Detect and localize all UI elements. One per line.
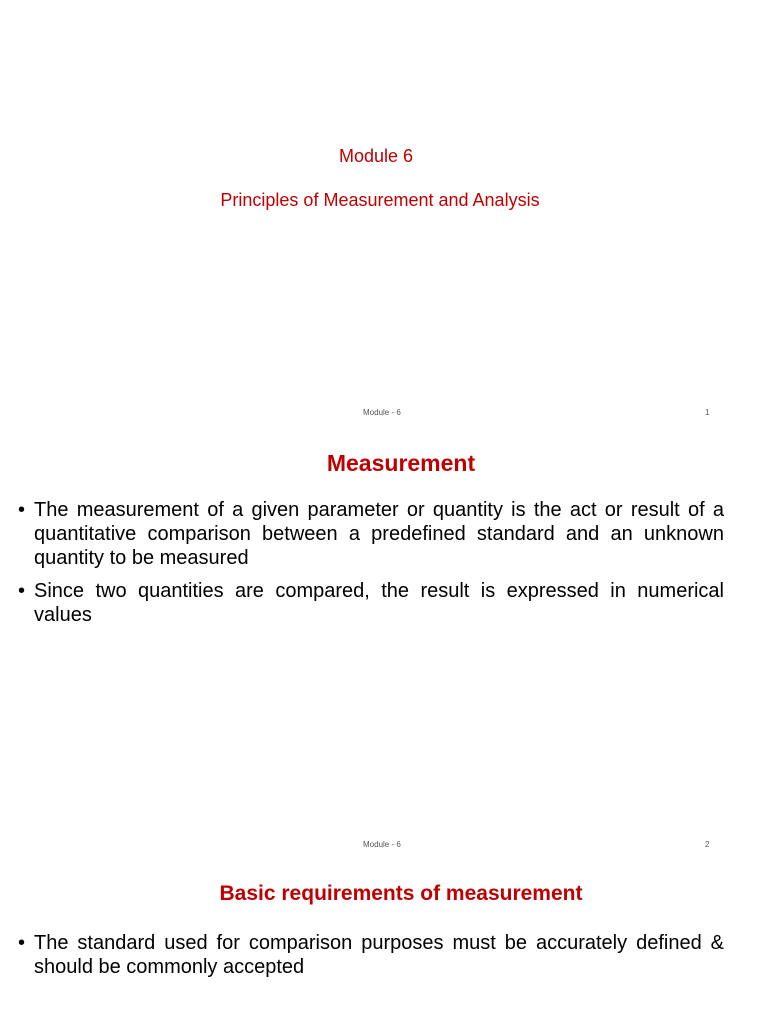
bullet-text: The standard used for comparison purposes must be accurately defined & should be commonly accepted <box>34 932 724 978</box>
list-item <box>18 498 724 570</box>
slide-heading: Basic requirements of measurement <box>219 882 583 905</box>
bullet-text: Since two quantities are compared, the result is expressed in numerical values <box>34 580 724 626</box>
list-item <box>18 931 724 979</box>
module-title: Module 6 <box>338 146 414 166</box>
bullet-icon: • <box>18 580 26 602</box>
footer-module-label: Module - 6 <box>363 408 401 417</box>
bullet-icon: • <box>18 932 26 954</box>
bullet-text: The measurement of a given parameter or quantity is the act or result of a quantitative comparison between a predefined standard and an unknown quantity to be measured <box>34 499 724 569</box>
slide-3 <box>0 864 768 1024</box>
slide-1 <box>0 0 768 432</box>
footer-page-number: 1 <box>705 408 710 417</box>
footer-page-number: 2 <box>705 840 710 849</box>
slide-heading: Measurement <box>326 450 476 476</box>
bullet-list <box>18 498 724 636</box>
slide-2 <box>0 432 768 864</box>
list-item <box>18 579 724 627</box>
footer-module-label: Module - 6 <box>363 840 401 849</box>
bullet-list <box>18 931 724 988</box>
slide-subtitle: Principles of Measurement and Analysis <box>220 190 540 210</box>
bullet-icon: • <box>18 499 26 521</box>
